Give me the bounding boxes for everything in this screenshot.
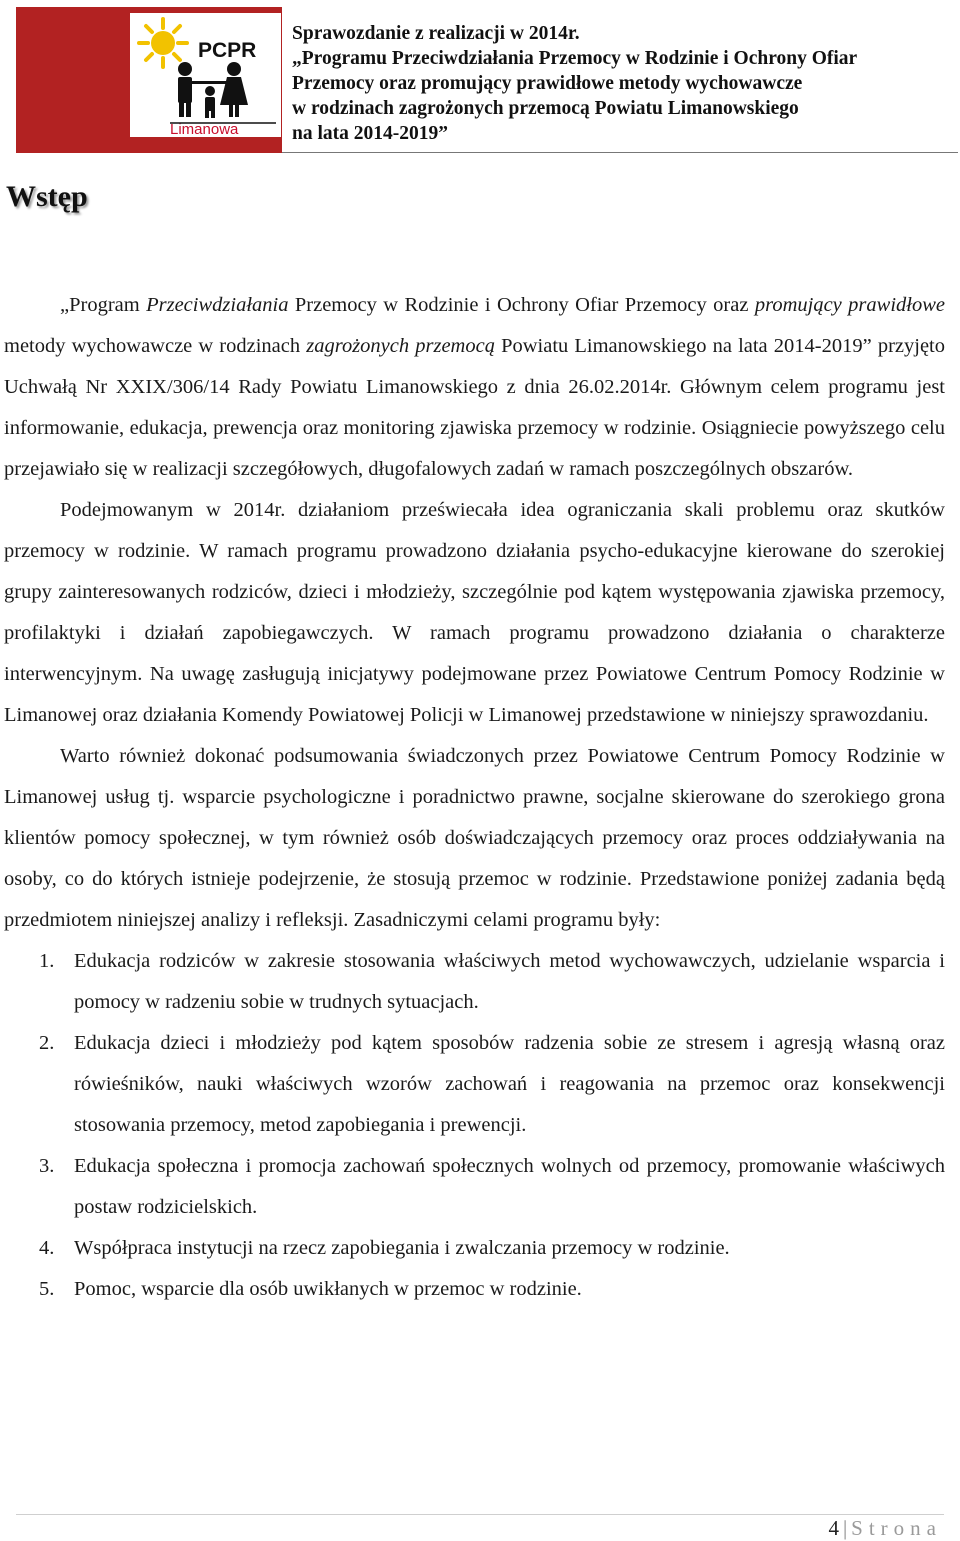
pcpr-logo-icon <box>130 13 281 137</box>
svg-text:PCPR: PCPR <box>198 39 257 62</box>
page-label: Strona <box>851 1516 942 1540</box>
list-item <box>4 1228 945 1269</box>
header-title-line: Sprawozdanie z realizacji w 2014r. <box>292 23 580 44</box>
list-item-number: 1. <box>39 950 55 972</box>
svg-text:Limanowa: Limanowa <box>170 121 239 137</box>
list-item <box>4 1146 945 1228</box>
header-title-line: na lata 2014-2019” <box>292 123 448 144</box>
list-item-number: 2. <box>39 1032 55 1054</box>
text-run: Powiatu Limanowskiego na lata 2014-2019” przyjęto Uchwałą Nr XXIX/306/14 Rady Powiatu Limanowskiego z dnia 26.02.2014r. Głównym celem programu jest informowanie, edukacja, prewencja oraz monitoring zjawiska przemocy w rodzinie. Osiągniecie powyższego celu przejawiało się w realizacji szczegółowych, długofalowych zadań w ramach poszczególnych obszarów. <box>4 335 945 480</box>
page-header <box>16 7 958 153</box>
footer-divider <box>16 1514 944 1515</box>
paragraph-intro <box>4 285 945 490</box>
list-item-text: Edukacja dzieci i młodzieży pod kątem sposobów radzenia sobie ze stresem i agresją własną oraz rówieśników, nauki właściwych wzorów zachowań i reagowania na przemoc oraz konsekwencji stosowania przemocy, metod zapobiegania i prewencji. <box>74 1032 945 1136</box>
text-run: metody wychowawcze w rodzinach <box>4 335 307 357</box>
page-footer <box>828 1516 942 1541</box>
header-divider <box>282 152 958 153</box>
text-run: „Program <box>60 294 147 316</box>
text-run-italic: promujący prawidłowe <box>754 294 945 316</box>
header-title <box>292 21 952 146</box>
page-number: 4 <box>828 1516 839 1540</box>
text-run-italic: zagrożonych przemocą <box>306 335 495 357</box>
header-title-line: w rodzinach zagrożonych przemocą Powiatu Limanowskiego <box>292 98 799 119</box>
goals-list <box>4 941 945 1310</box>
list-item <box>4 1023 945 1146</box>
list-item-number: 5. <box>39 1278 55 1300</box>
list-item-number: 3. <box>39 1155 55 1177</box>
text-run-italic: Przeciwdziałania <box>146 294 289 316</box>
paragraph-activities: Podejmowanym w 2014r. działaniom przeświecała idea ograniczania skali problemu oraz skutków przemocy w rodzinie. W ramach programu prowadzono działania psycho-edukacyjne kierowane do szerokiej grupy zainteresowanych rodziców, dzieci i młodzieży, szczególnie pod kątem występowania zjawiska przemocy, profilaktyki i działań zapobiegawczych. W ramach programu prowadzono działania o charakterze interwencyjnym. Na uwagę zasługują inicjatywy podejmowane przez Powiatowe Centrum Pomocy Rodzinie w Limanowej oraz działania Komendy Powiatowej Policji w Limanowej przedstawione w niniejszy sprawozdaniu. <box>4 499 945 726</box>
footer-separator: | <box>842 1516 848 1540</box>
list-item-text: Edukacja społeczna i promocja zachowań społecznych wolnych od przemocy, promowanie właściwych postaw rodzicielskich. <box>74 1155 945 1218</box>
list-item-text: Współpraca instytucji na rzecz zapobiegania i zwalczania przemocy w rodzinie. <box>74 1237 730 1259</box>
section-heading: Wstęp <box>6 180 88 213</box>
list-item-text: Edukacja rodziców w zakresie stosowania właściwych metod wychowawczych, udzielanie wsparcia i pomocy w radzeniu sobie w trudnych sytuacjach. <box>74 950 945 1013</box>
header-title-line: Przemocy oraz promujący prawidłowe metody wychowawcze <box>292 73 803 94</box>
document-body <box>4 285 945 1310</box>
list-item-number: 4. <box>39 1237 55 1259</box>
text-run: Przemocy w Rodzinie i Ochrony Ofiar Przemocy oraz <box>288 294 755 316</box>
list-item <box>4 941 945 1023</box>
list-item-text: Pomoc, wsparcie dla osób uwikłanych w przemoc w rodzinie. <box>74 1278 582 1300</box>
header-title-line: „Programu Przeciwdziałania Przemocy w Rodzinie i Ochrony Ofiar <box>292 48 858 69</box>
paragraph-services: Warto również dokonać podsumowania świadczonych przez Powiatowe Centrum Pomocy Rodzinie w Limanowej usług tj. wsparcie psychologiczne i poradnictwo prawne, socjalne skierowane do szerokiego grona klientów pomocy społecznej, w tym również osób doświadczających przemocy oraz proces oddziaływania na osoby, co do których istnieje podejrzenie, że stosują przemoc w rodzinie. Przedstawione poniżej zadania będą przedmiotem niniejszej analizy i refleksji. Zasadniczymi celami programu były: <box>4 745 945 931</box>
list-item <box>4 1269 945 1310</box>
pcpr-logo <box>130 13 281 137</box>
